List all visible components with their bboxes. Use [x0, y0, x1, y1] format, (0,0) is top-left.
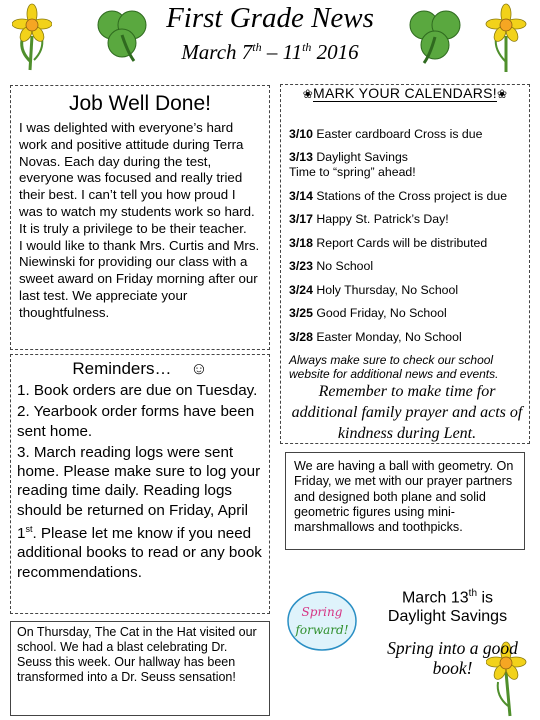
reminder-item-1: 1. Book orders are due on Tuesday. — [17, 382, 258, 399]
event-text: Easter cardboard Cross is due — [312, 127, 483, 141]
reminders-heading — [11, 359, 269, 379]
reminders-title: Reminders… — [72, 359, 172, 378]
event-text-line2: Time to “spring” ahead! — [289, 165, 416, 179]
job-paragraph-2: I would like to thank Mrs. Curtis and Mrs. Niewinski for providing our class with a sweet award on Friday morning after our last test. We appreciate your thoughtfulness. — [19, 237, 260, 320]
spring-forward-badge-icon — [284, 588, 360, 654]
reminders-section — [10, 354, 270, 614]
dst-is: is — [477, 589, 494, 607]
event-text: Daylight Savings — [312, 150, 408, 164]
event-date: 3/23 — [289, 259, 313, 273]
smiley-icon: ☺ — [190, 359, 208, 378]
calendar-event — [289, 283, 458, 298]
lent-reminder: Remember to make time for additional family prayer and acts of kindness during Lent. — [291, 383, 523, 442]
calendar-event — [289, 150, 416, 180]
event-date: 3/13 — [289, 150, 313, 164]
job-heading: Job Well Done! — [68, 92, 212, 115]
calendar-event — [289, 259, 373, 274]
website-reminder: Always make sure to check our school website for additional news and events. — [289, 353, 499, 381]
reminder-item-3 — [17, 443, 263, 582]
event-text: Report Cards will be distributed — [312, 236, 488, 250]
dst-date: March 13 — [401, 589, 469, 607]
event-date: 3/24 — [289, 283, 313, 297]
event-text: Easter Monday, No School — [312, 330, 462, 344]
badge-text-spring: Spring — [301, 605, 343, 619]
flourish-icon: ❀ — [302, 87, 314, 101]
event-text: No School — [312, 259, 374, 273]
calendar-section — [280, 84, 530, 444]
event-date: 3/14 — [289, 189, 313, 203]
calendar-title: MARK YOUR CALENDARS! — [313, 85, 497, 101]
calendar-event — [289, 236, 487, 251]
event-date: 3/17 — [289, 212, 313, 226]
event-date: 3/25 — [289, 306, 313, 320]
event-date: 3/28 — [289, 330, 313, 344]
daylight-savings-note — [370, 584, 525, 626]
calendar-event — [289, 189, 507, 204]
event-text: Happy St. Patrick’s Day! — [312, 212, 449, 226]
event-text: Stations of the Cross project is due — [312, 189, 508, 203]
date-start-suffix: th — [252, 40, 262, 54]
date-year: 2016 — [311, 40, 359, 64]
calendar-event — [289, 212, 449, 227]
date-end-suffix: th — [302, 40, 312, 54]
dst-date-suffix: th — [468, 588, 478, 599]
badge-text-forward: forward! — [295, 623, 349, 637]
event-date: 3/10 — [289, 127, 313, 141]
event-text: Holy Thursday, No School — [312, 283, 459, 297]
calendar-event — [289, 306, 447, 321]
calendar-heading — [281, 85, 529, 101]
flourish-icon: ❀ — [496, 87, 508, 101]
reminder-item-3-sup: st — [25, 524, 33, 535]
page-title: First Grade News — [166, 2, 374, 34]
calendar-event — [289, 127, 482, 142]
calendar-event — [289, 330, 462, 345]
spring-into-book-note: Spring into a good book! — [387, 638, 518, 678]
event-text: Good Friday, No School — [312, 306, 447, 320]
job-paragraph-1: I was delighted with everyone’s hard work and positive attitude during Terra Novas. Each day during the test, everyone was focused and really tried their best. I can’t tell you how proud I was to watch my students work so hard. It is truly a privilege to be their teacher. — [19, 120, 255, 236]
job-well-done-section — [10, 85, 270, 350]
geometry-note: We are having a ball with geometry. On Friday, we met with our prayer partners and designed both plane and solid geometric figures using mini- marshmallows and toothpicks. — [285, 452, 525, 550]
date-end: – 11 — [261, 40, 303, 64]
cat-in-the-hat-note: On Thursday, The Cat in the Hat visited our school. We had a blast celebrating Dr. Seuss this week. Our hallway has been transformed into a Dr. Seuss sensation! — [10, 621, 270, 716]
date-start: March 7 — [181, 40, 253, 64]
dst-label: Daylight Savings — [387, 608, 508, 626]
reminder-item-3-text-a: 3. March reading logs were sent home. Please make sure to log your reading time daily. Reading logs should be returned on Friday, April 1 — [17, 443, 261, 543]
reminder-item-3-text-b: . Please let me know if you need additional books to read or any book recommendations. — [17, 525, 262, 581]
issue-date — [0, 40, 540, 65]
reminder-item-2: 2. Yearbook order forms have been sent home. — [17, 403, 255, 440]
event-date: 3/18 — [289, 236, 313, 250]
